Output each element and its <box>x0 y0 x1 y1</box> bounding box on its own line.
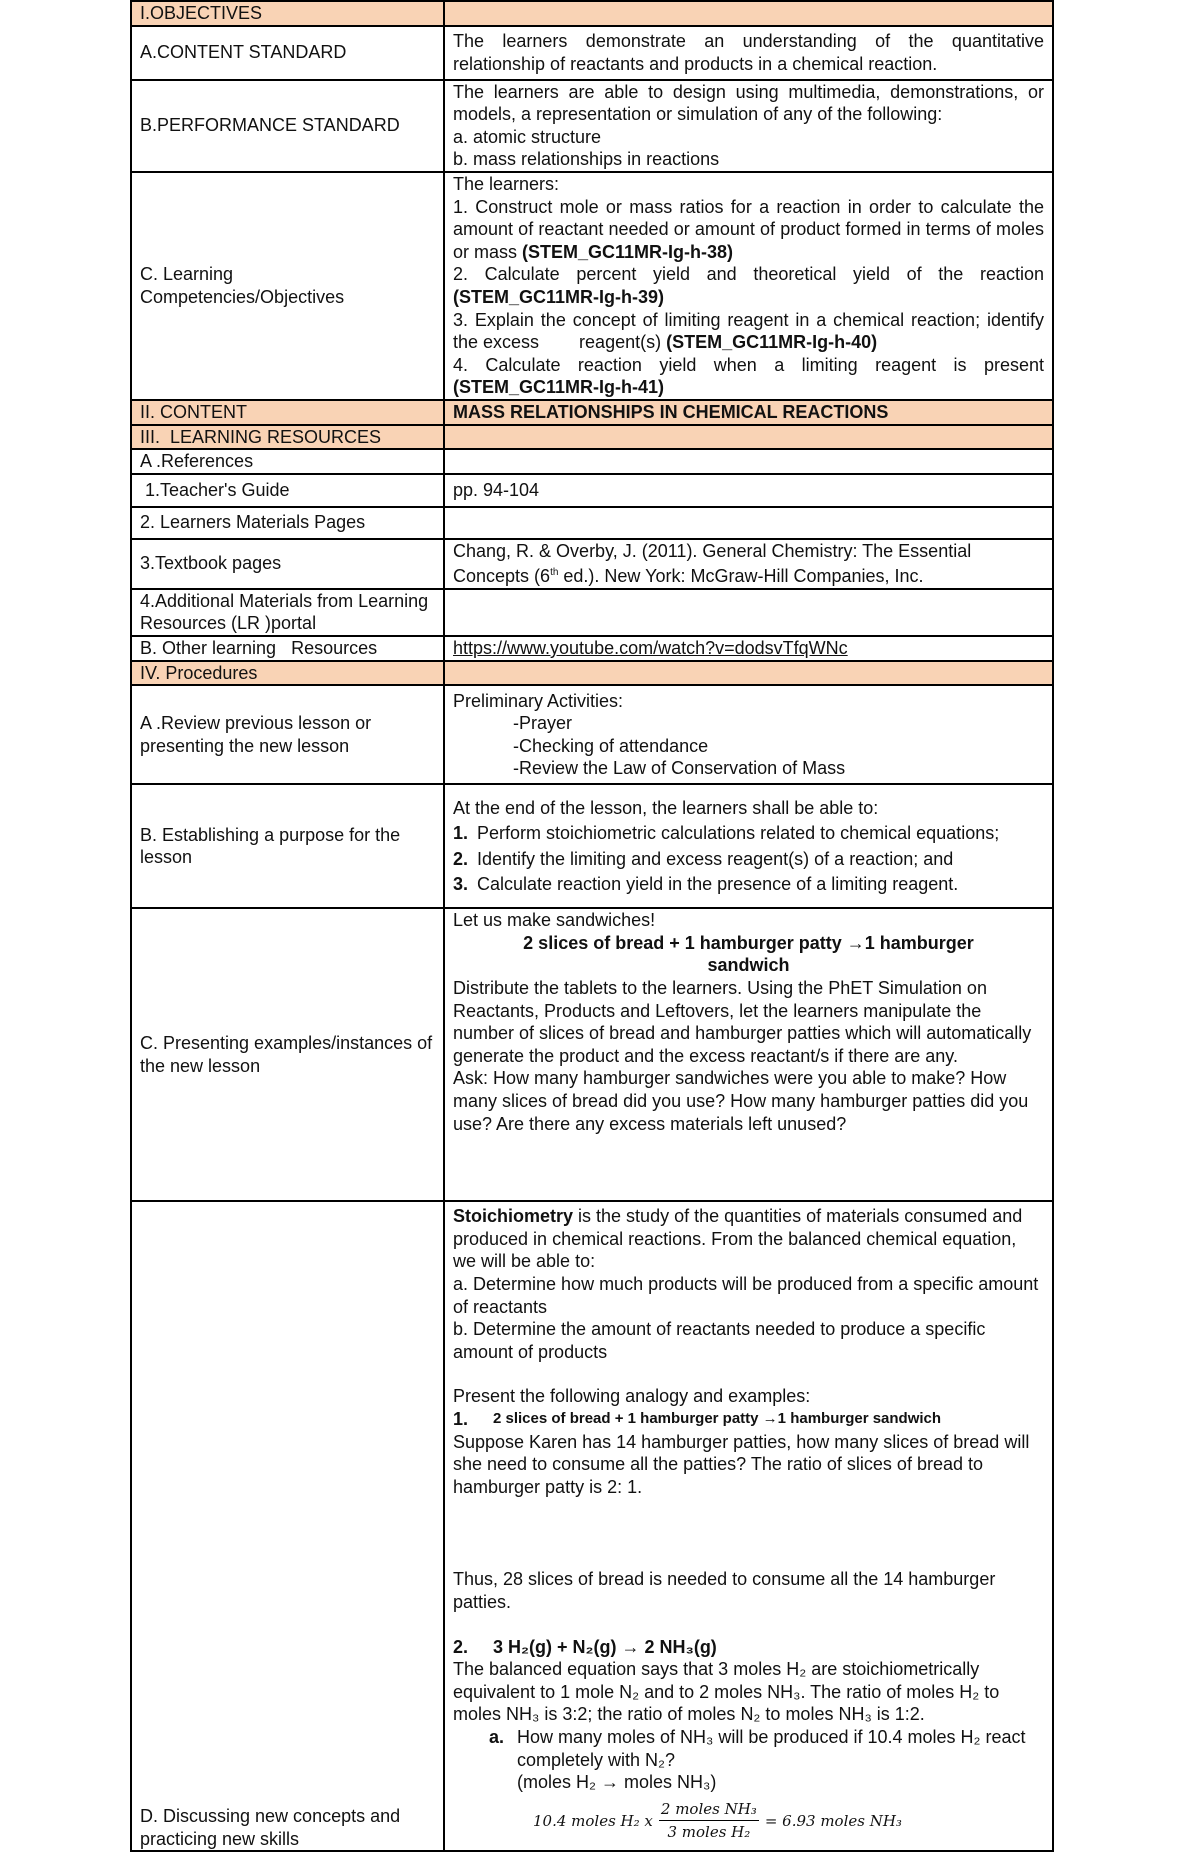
ability-item: b. Determine the amount of reactants needed to produce a specific amount of products <box>453 1319 986 1362</box>
purpose-intro: At the end of the lesson, the learners shall be able to: <box>453 797 879 818</box>
learners-materials-row <box>131 507 1053 539</box>
performance-standard-row <box>131 80 1053 172</box>
discussing-label: D. Discussing new concepts and practicing new skills <box>131 1201 444 1851</box>
procedures-header-row <box>131 661 1053 686</box>
example-2-equation: 2. 3 H₂(g) + N₂(g) → 2 NH₃(g) <box>453 1636 717 1657</box>
competency-code: (STEM_GC11MR-Ig-h-40) <box>666 332 878 353</box>
other-resources-label: B. Other learning Resources <box>131 636 444 661</box>
example-1-equation: 1. 2 slices of bread + 1 hamburger patty →1 hamburger sandwich <box>453 1409 942 1429</box>
presenting-ask: Ask: How many hamburger sandwiches were you able to make? How many slices of bread did you use? How many hamburger patties did you use? Are there any excess materials left unused? <box>453 1068 1029 1134</box>
present-analogy: Present the following analogy and examples: <box>453 1386 811 1407</box>
performance-standard-line: The learners are able to design using multimedia, demonstrations, or models, a representation or simulation of any of the following: <box>453 81 1044 125</box>
presenting-row <box>131 908 1053 1201</box>
calc-denominator: 3 moles H₂ <box>667 1823 751 1842</box>
calculation <box>453 1798 1044 1844</box>
question-a-conversion: (moles H₂ → moles NH₃) <box>517 1772 717 1793</box>
performance-standard-line: b. mass relationships in reactions <box>453 149 720 170</box>
purpose-text <box>444 784 1053 908</box>
ability-item: a. Determine how much products will be produced from a specific amount of reactants <box>453 1274 1039 1317</box>
textbook-value: Chang, R. & Overby, J. (2011). General Chemistry: The Essential Concepts (6th ed.). New York: McGraw-Hill Companies, Inc. <box>444 539 1053 589</box>
presenting-text <box>444 908 1053 1201</box>
competency-code: (STEM_GC11MR-Ig-h-41) <box>453 377 665 398</box>
question-a-text: How many moles of NH₃ will be produced if 10.4 moles H₂ react completely with N₂? <box>517 1726 1026 1770</box>
other-resources-link[interactable] <box>444 636 1053 661</box>
additional-materials-value <box>444 589 1053 636</box>
presenting-label: C. Presenting examples/instances of the new lesson <box>131 908 444 1201</box>
competencies-text <box>444 172 1053 400</box>
discussing-row <box>131 1201 1053 1851</box>
review-item: -Checking of attendance <box>513 735 709 756</box>
example-2-text: The balanced equation says that 3 moles H₂ are stoichiometrically equivalent to 1 mole N₂ and to 2 moles NH₃. The ratio of moles H₂ to moles NH₃ is 3:2; the ratio of moles N₂ to moles NH₃ is 1:2. <box>453 1659 1000 1725</box>
youtube-link[interactable]: https://www.youtube.com/watch?v=dodsvTfqWNc <box>453 638 848 659</box>
sandwich-equation: 2 slices of bread + 1 hamburger patty →1 hamburger sandwich <box>523 932 974 976</box>
additional-materials-row <box>131 589 1053 636</box>
content-row <box>131 400 1053 425</box>
teachers-guide-value: pp. 94-104 <box>444 474 1053 507</box>
review-item: -Review the Law of Conservation of Mass <box>513 758 846 779</box>
references-row <box>131 449 1053 474</box>
review-intro: Preliminary Activities: <box>453 690 624 711</box>
review-item: -Prayer <box>513 713 573 734</box>
teachers-guide-row <box>131 474 1053 507</box>
competency-item: 1. Construct mole or mass ratios for a reaction in order to calculate the amount of reactant needed or amount of product formed in terms of moles or mass (STEM_GC11MR-Ig-h-38) <box>453 196 1044 262</box>
textbook-label: 3.Textbook pages <box>131 539 444 589</box>
competency-code: (STEM_GC11MR-Ig-h-38) <box>522 241 734 262</box>
calc-numerator: 2 moles NH₃ <box>659 1798 759 1822</box>
content-label: II. CONTENT <box>131 400 444 425</box>
example-1-result: Thus, 28 slices of bread is needed to consume all the 14 hamburger patties. <box>453 1569 996 1612</box>
stoichiometry-definition: Stoichiometry is the study of the quantities of materials consumed and produced in chemical reactions. From the balanced chemical equation, we will be able to: <box>453 1206 1023 1272</box>
calc-given: 10.4 moles H₂ x <box>533 1811 653 1830</box>
review-row <box>131 685 1053 784</box>
purpose-item: 1. Perform stoichiometric calculations related to chemical equations; <box>453 823 1000 844</box>
competency-code: (STEM_GC11MR-Ig-h-39) <box>453 286 665 307</box>
purpose-item: 3. Calculate reaction yield in the presence of a limiting reagent. <box>453 874 959 895</box>
purpose-row <box>131 784 1053 908</box>
other-resources-row <box>131 636 1053 661</box>
purpose-label: B. Establishing a purpose for the lesson <box>131 784 444 908</box>
procedures-header: IV. Procedures <box>131 661 444 686</box>
example-1-text: Suppose Karen has 14 hamburger patties, how many slices of bread will she need to consume all the patties? The ratio of slices of bread to hamburger patty is 2: 1. <box>453 1431 1030 1497</box>
calc-fraction <box>659 1798 759 1844</box>
content-standard-label: A.CONTENT STANDARD <box>131 26 444 80</box>
purpose-item: 2. Identify the limiting and excess reagent(s) of a reaction; and <box>453 848 954 869</box>
review-text <box>444 685 1053 784</box>
content-value: MASS RELATIONSHIPS IN CHEMICAL REACTIONS <box>444 400 1053 425</box>
stoichiometry-term: Stoichiometry <box>453 1206 574 1227</box>
textbook-row <box>131 539 1053 589</box>
presenting-body: Distribute the tablets to the learners. Using the PhET Simulation on Reactants, Products and Leftovers, let the learners manipulate the number of slices of bread and hamburger patties which will automatically generate the product and the excess reactant/s if there are any. <box>453 978 1032 1066</box>
content-standard-row <box>131 26 1053 80</box>
references-label: A .References <box>131 449 444 474</box>
competency-item: 3. Explain the concept of limiting reagent in a chemical reaction; identify the excess reagent(s) (STEM_GC11MR-Ig-h-40) <box>453 309 1050 353</box>
learners-materials-label: 2. Learners Materials Pages <box>131 507 444 539</box>
calc-result: = 6.93 moles NH₃ <box>764 1811 902 1830</box>
competencies-label: C. Learning Competencies/Objectives <box>131 172 444 400</box>
question-a: a. How many moles of NH₃ will be produced if 10.4 moles H₂ react completely with N₂? (moles H₂ → moles NH₃) <box>453 1726 1044 1794</box>
competencies-intro: The learners: <box>453 173 560 194</box>
lesson-plan-table <box>130 0 1054 1852</box>
performance-standard-text <box>444 80 1053 172</box>
objectives-header: I.OBJECTIVES <box>131 1 444 26</box>
performance-standard-label: B.PERFORMANCE STANDARD <box>131 80 444 172</box>
competency-item: 4. Calculate reaction yield when a limiting reagent is present (STEM_GC11MR-Ig-h-41) <box>453 354 1044 398</box>
performance-standard-line: a. atomic structure <box>453 126 602 147</box>
competencies-row <box>131 172 1053 400</box>
discussing-text <box>444 1201 1053 1851</box>
learners-materials-value <box>444 507 1053 539</box>
content-standard-text: The learners demonstrate an understanding of the quantitative relationship of reactants and products in a chemical reaction. <box>444 26 1053 80</box>
resources-header-row <box>131 425 1053 450</box>
teachers-guide-label: 1.Teacher's Guide <box>131 474 444 507</box>
review-label: A .Review previous lesson or presenting the new lesson <box>131 685 444 784</box>
resources-header: III. LEARNING RESOURCES <box>131 425 444 450</box>
presenting-intro: Let us make sandwiches! <box>453 910 656 931</box>
additional-materials-label: 4.Additional Materials from Learning Resources (LR )portal <box>131 589 444 636</box>
objectives-header-row <box>131 1 1053 26</box>
competency-item: 2. Calculate percent yield and theoretical yield of the reaction (STEM_GC11MR-Ig-h-39) <box>453 264 1044 307</box>
